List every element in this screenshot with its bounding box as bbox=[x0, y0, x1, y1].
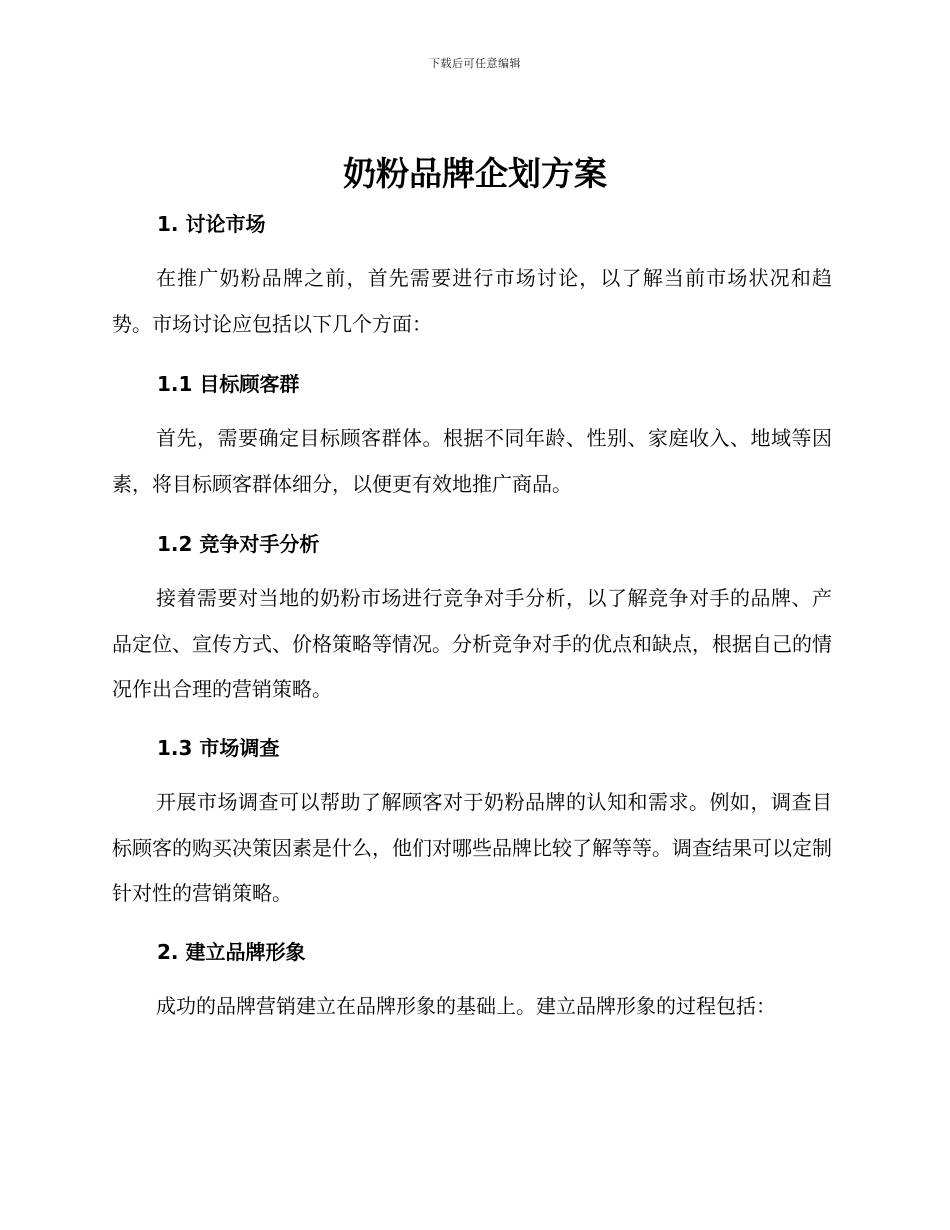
section-heading-market-survey: 1.3 市场调查 bbox=[157, 736, 280, 760]
section-heading-competitor-analysis: 1.2 竞争对手分析 bbox=[157, 532, 320, 556]
section-heading-brand-image: 2. 建立品牌形象 bbox=[157, 940, 306, 964]
section-heading-target-customers: 1.1 目标顾客群 bbox=[157, 372, 300, 396]
section-heading-market-discussion: 1. 讨论市场 bbox=[157, 212, 266, 236]
section-body-competitor-analysis: 接着需要对当地的奶粉市场进行竞争对手分析，以了解竞争对手的品牌、产品定位、宣传方式、价格策略等情况。分析竞争对手的优点和缺点，根据自己的情况作出合理的营销策略。 bbox=[112, 586, 832, 701]
section-body-market-discussion: 在推广奶粉品牌之前，首先需要进行市场讨论，以了解当前市场状况和趋势。市场讨论应包括以下几个方面： bbox=[112, 266, 832, 336]
section-body-brand-image: 成功的品牌营销建立在品牌形象的基础上。建立品牌形象的过程包括： bbox=[156, 994, 776, 1018]
document-title: 奶粉品牌企划方案 bbox=[343, 154, 607, 193]
header-note: 下载后可任意编辑 bbox=[429, 57, 521, 70]
section-body-target-customers: 首先，需要确定目标顾客群体。根据不同年龄、性别、家庭收入、地域等因素，将目标顾客群体细分，以便更有效地推广商品。 bbox=[112, 426, 832, 496]
section-body-market-survey: 开展市场调查可以帮助了解顾客对于奶粉品牌的认知和需求。例如，调查目标顾客的购买决策因素是什么，他们对哪些品牌比较了解等等。调查结果可以定制针对性的营销策略。 bbox=[112, 790, 832, 905]
